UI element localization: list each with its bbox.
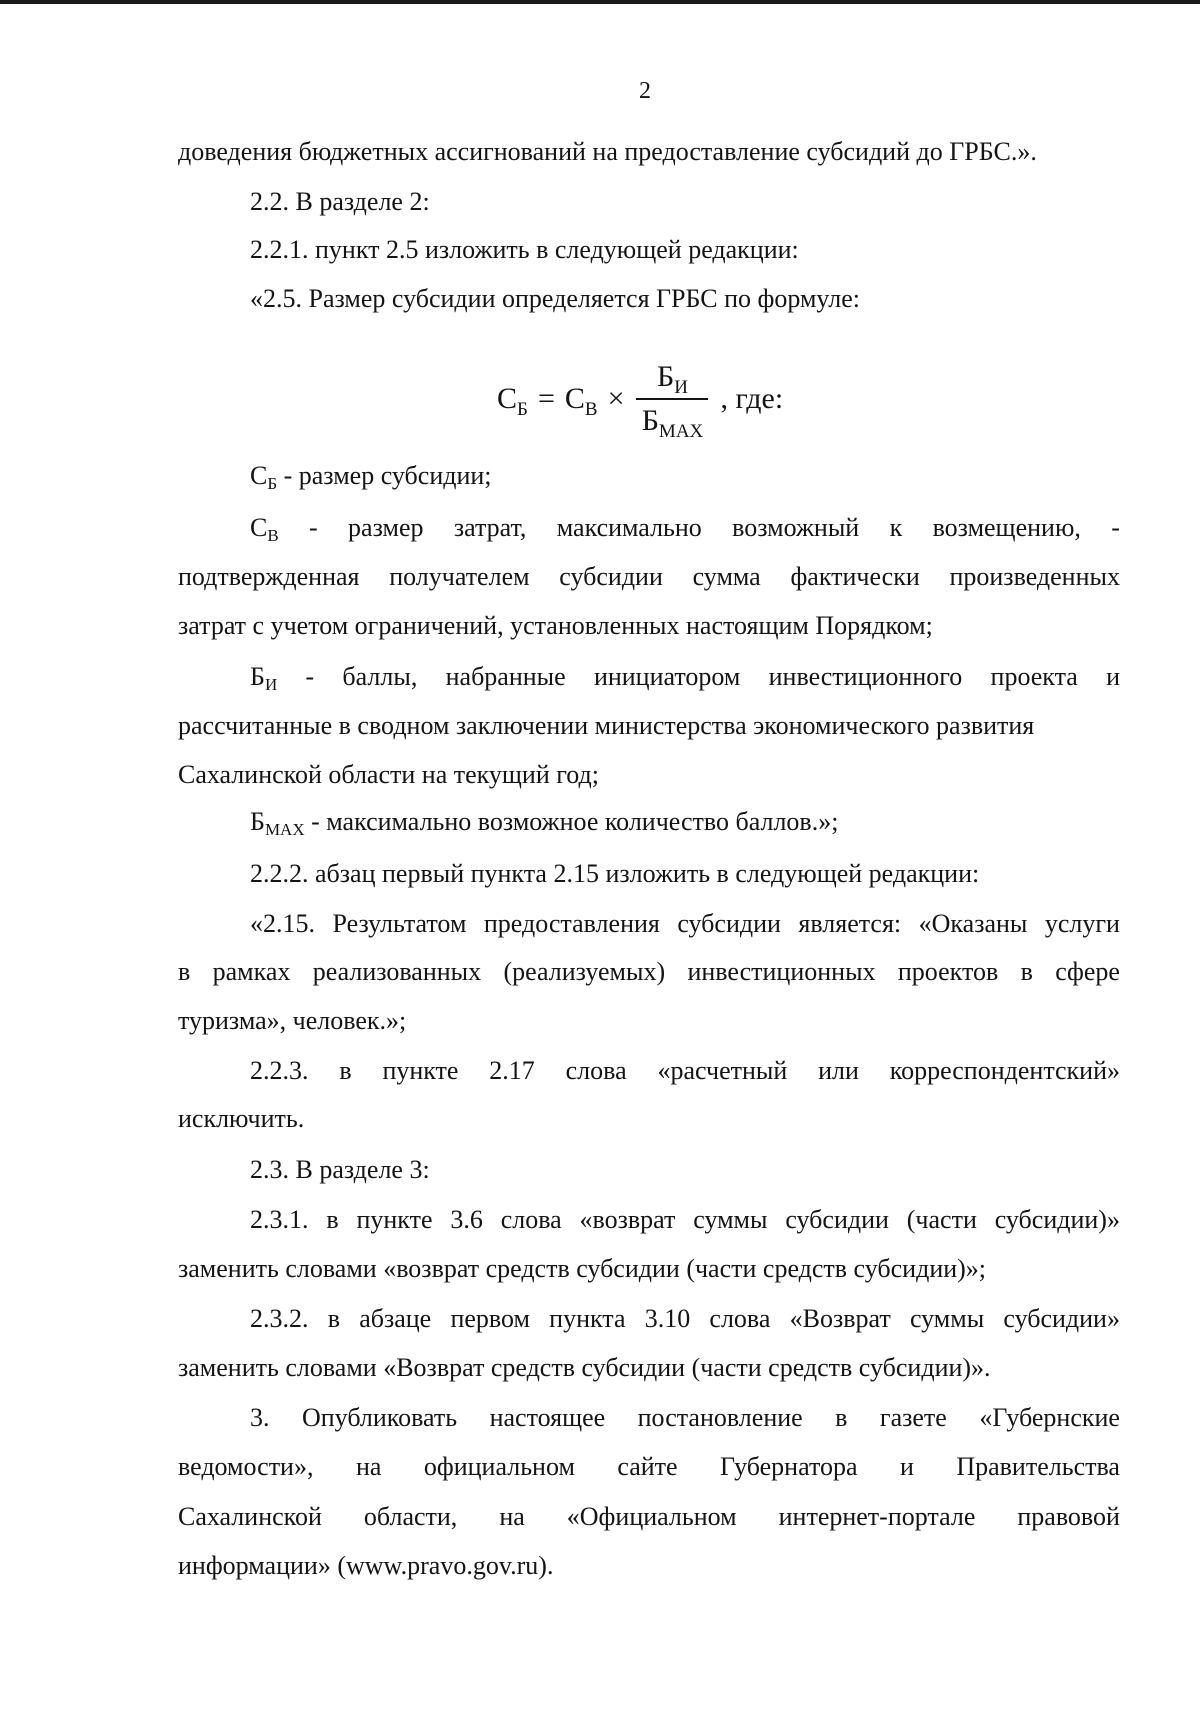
formula-tail: , где: xyxy=(720,382,784,415)
section-heading: 2.3. В разделе 3: xyxy=(250,1155,430,1184)
formula-fraction xyxy=(636,360,708,442)
text-line: «2.15. Результатом предоставления субсидии является: «Оказаны услуги xyxy=(250,909,1120,938)
text-line: заменить словами «Возврат средств субсидии (части средств субсидии)». xyxy=(178,1353,991,1382)
formula-times: × xyxy=(607,382,625,415)
text-line: затрат с учетом ограничений, установленных настоящим Порядком; xyxy=(178,611,933,640)
top-rule xyxy=(0,0,1200,4)
text-line: информации» (www.pravo.gov.ru). xyxy=(178,1551,554,1580)
definition-line: $Б_{MAX}$ - максимально возможное количество баллов.»; xyxy=(250,807,839,839)
text-line: Сахалинской области, на «Официальном интернет-портале правовой xyxy=(178,1502,1120,1531)
formula-equals: = xyxy=(537,382,555,415)
text-line: рассчитанные в сводном заключении министерства экономического развития xyxy=(178,711,1035,740)
formula-denominator: $Б_{MAX}$ xyxy=(641,404,704,442)
definition-line: $С_В$ - размер затрат, максимально возможный к возмещению, - xyxy=(250,513,1120,545)
text-line: 2.3.2. в абзаце первом пункта 3.10 слова «Возврат суммы субсидии» xyxy=(250,1304,1120,1333)
text-line: 2.2.1. пункт 2.5 изложить в следующей редакции: xyxy=(250,235,799,264)
formula-numerator: $Б_И$ xyxy=(657,360,688,398)
text-line: 2.3.1. в пункте 3.6 слова «возврат суммы субсидии (части субсидии)» xyxy=(250,1205,1120,1234)
formula-lhs: $С_Б$ xyxy=(497,382,528,420)
formula-factor: $С_В$ xyxy=(564,382,598,420)
definition-line: $С_Б$ - размер субсидии; xyxy=(250,461,492,493)
page-number: 2 xyxy=(639,78,651,104)
definition-line: $Б_И$ - баллы, набранные инициатором инвестиционного проекта и xyxy=(250,662,1120,694)
text-line: ведомости», на официальном сайте Губернатора и Правительства xyxy=(178,1452,1120,1481)
text-line: заменить словами «возврат средств субсидии (части средств субсидии)»; xyxy=(178,1254,987,1283)
section-heading: 2.2. В разделе 2: xyxy=(250,187,430,216)
text-line: Сахалинской области на текущий год; xyxy=(178,760,599,789)
text-line: исключить. xyxy=(178,1104,305,1133)
subsidy-formula xyxy=(497,354,783,444)
text-line: 2.2.3. в пункте 2.17 слова «расчетный или корреспондентский» xyxy=(250,1056,1120,1085)
text-line: доведения бюджетных ассигнований на предоставление субсидий до ГРБС.». xyxy=(178,137,1037,166)
text-line: 3. Опубликовать настоящее постановление в газете «Губернские xyxy=(250,1403,1120,1432)
text-line: подтвержденная получателем субсидии сумма фактически произведенных xyxy=(178,562,1120,591)
text-line: 2.2.2. абзац первый пункта 2.15 изложить в следующей редакции: xyxy=(250,859,980,888)
text-line: в рамках реализованных (реализуемых) инвестиционных проектов в сфере xyxy=(178,957,1120,986)
text-line: «2.5. Размер субсидии определяется ГРБС по формуле: xyxy=(250,284,861,313)
text-line: туризма», человек.»; xyxy=(178,1006,407,1035)
